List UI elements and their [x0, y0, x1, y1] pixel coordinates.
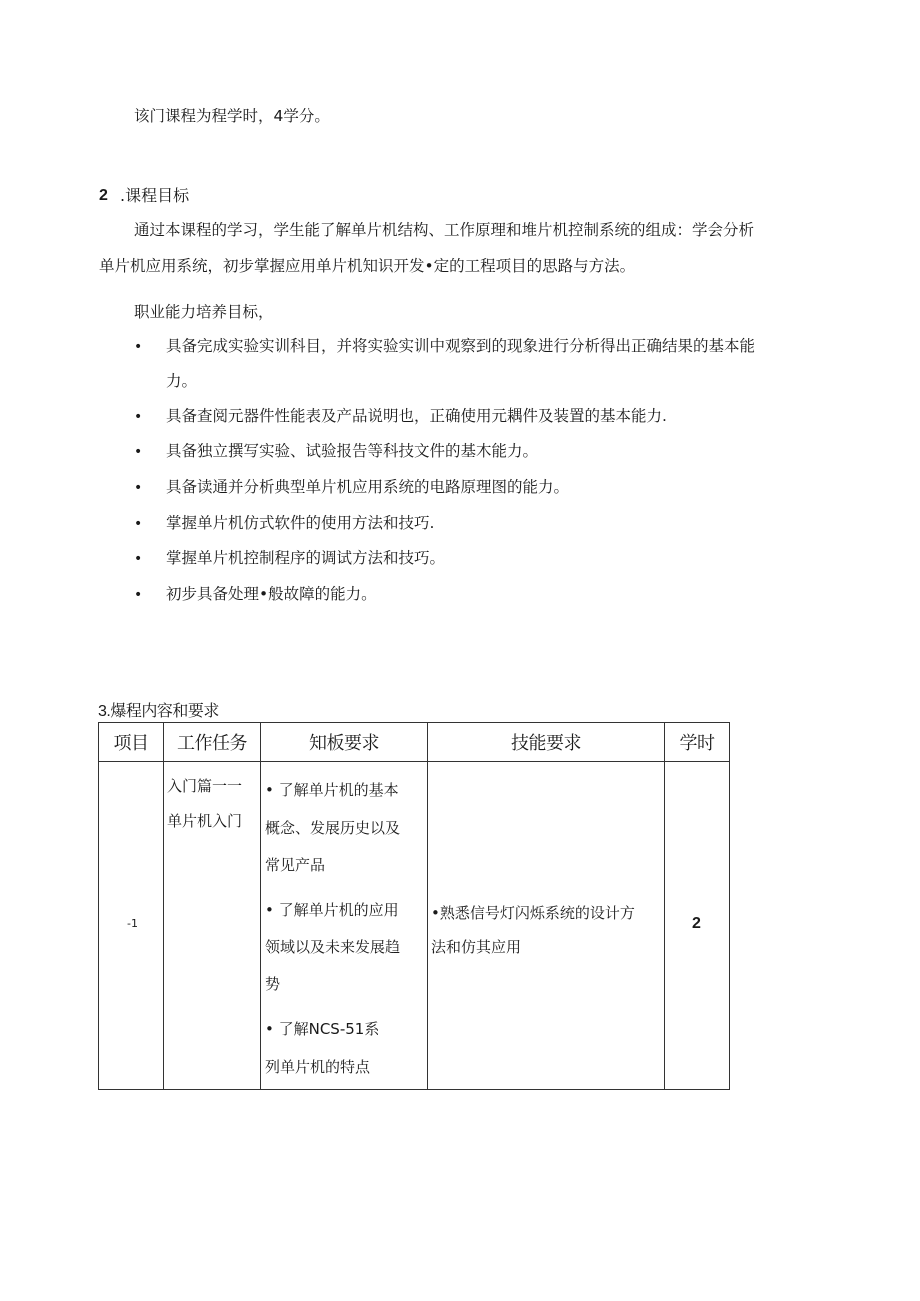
- section-2-number: 2: [99, 187, 108, 204]
- intro-line: 该门课程为程学时，4学分。: [134, 107, 330, 125]
- cell-knowledge: [261, 762, 428, 1090]
- bullet-icon: •: [134, 339, 143, 355]
- knowledge-line-7: • 了解NCS-51系: [265, 1020, 380, 1038]
- cell-task: [164, 762, 261, 1090]
- ability-item-1-line-2: 力。: [166, 372, 198, 390]
- section-2-title: .课程目标: [120, 186, 190, 205]
- header-knowledge: 知板要求: [261, 723, 428, 762]
- ability-item-6: 掌握单片机控制程序的调试方法和技巧。: [166, 549, 446, 567]
- header-skill: 技能要求: [428, 723, 665, 762]
- header-project: 项目: [99, 723, 164, 762]
- knowledge-line-6: 势: [265, 975, 281, 993]
- knowledge-line-4: • 了解单片机的应用: [265, 901, 399, 919]
- bullet-icon: •: [134, 516, 143, 532]
- table-header-row: [99, 723, 730, 762]
- goal-paragraph-line-1: 通过本课程的学习，学生能了解单片机结构、工作原理和堆片机控制系统的组成：学会分析: [134, 221, 755, 239]
- header-hours: 学时: [665, 723, 730, 762]
- bullet-icon: •: [134, 551, 143, 567]
- knowledge-line-8: 列单片机的特点: [265, 1058, 371, 1076]
- bullet-icon: •: [134, 480, 143, 496]
- cell-skill: [428, 762, 665, 1090]
- ability-item-5: 掌握单片机仿式软件的使用方法和技巧.: [166, 514, 435, 532]
- header-task: 工作任务: [164, 723, 261, 762]
- project-number: -1: [127, 917, 138, 930]
- skill-line-2: 法和仿其应用: [431, 938, 522, 956]
- knowledge-line-3: 常见产品: [265, 856, 326, 874]
- ability-item-7: 初步具备处理•般故障的能力。: [166, 585, 377, 603]
- knowledge-line-5: 领域以及未来发展趋: [265, 938, 401, 956]
- ability-item-1-line-1: 具备完成实验实训科目，并将实验实训中观察到的现象进行分析得出正确结果的基本能: [166, 337, 756, 355]
- cell-hours: [665, 762, 730, 1090]
- goal-paragraph-line-2: 单片机应用系统，初步掌握应用单片机知识开发•定的工程项目的思路与方法。: [99, 257, 636, 275]
- ability-item-3: 具备独立撰写实验、试验报告等科技文件的基木能力。: [166, 442, 539, 460]
- table-row: [99, 762, 730, 1090]
- knowledge-line-2: 概念、发展历史以及: [265, 819, 401, 837]
- task-line-1: 入门篇一一: [167, 777, 243, 795]
- ability-item-2: 具备查阅元器件性能表及产品说明也，正确使用元耦件及装置的基本能力.: [166, 407, 667, 425]
- ability-item-4: 具备读通并分析典型单片机应用系统的电路原理图的能力。: [166, 478, 570, 496]
- section-3-title: 3.爆程内容和要求: [98, 703, 219, 720]
- task-line-2: 单片机入门: [167, 812, 243, 830]
- hours-value: 2: [692, 915, 701, 932]
- cell-project: [99, 762, 164, 1090]
- bullet-icon: •: [134, 444, 143, 460]
- bullet-icon: •: [134, 587, 143, 603]
- content-table: [98, 722, 730, 1090]
- ability-title: 职业能力培养目标，: [134, 303, 274, 321]
- bullet-icon: •: [134, 409, 143, 425]
- knowledge-line-1: • 了解单片机的基本: [265, 781, 399, 799]
- skill-line-1: •熟悉信号灯闪烁系统的设计方: [431, 904, 635, 922]
